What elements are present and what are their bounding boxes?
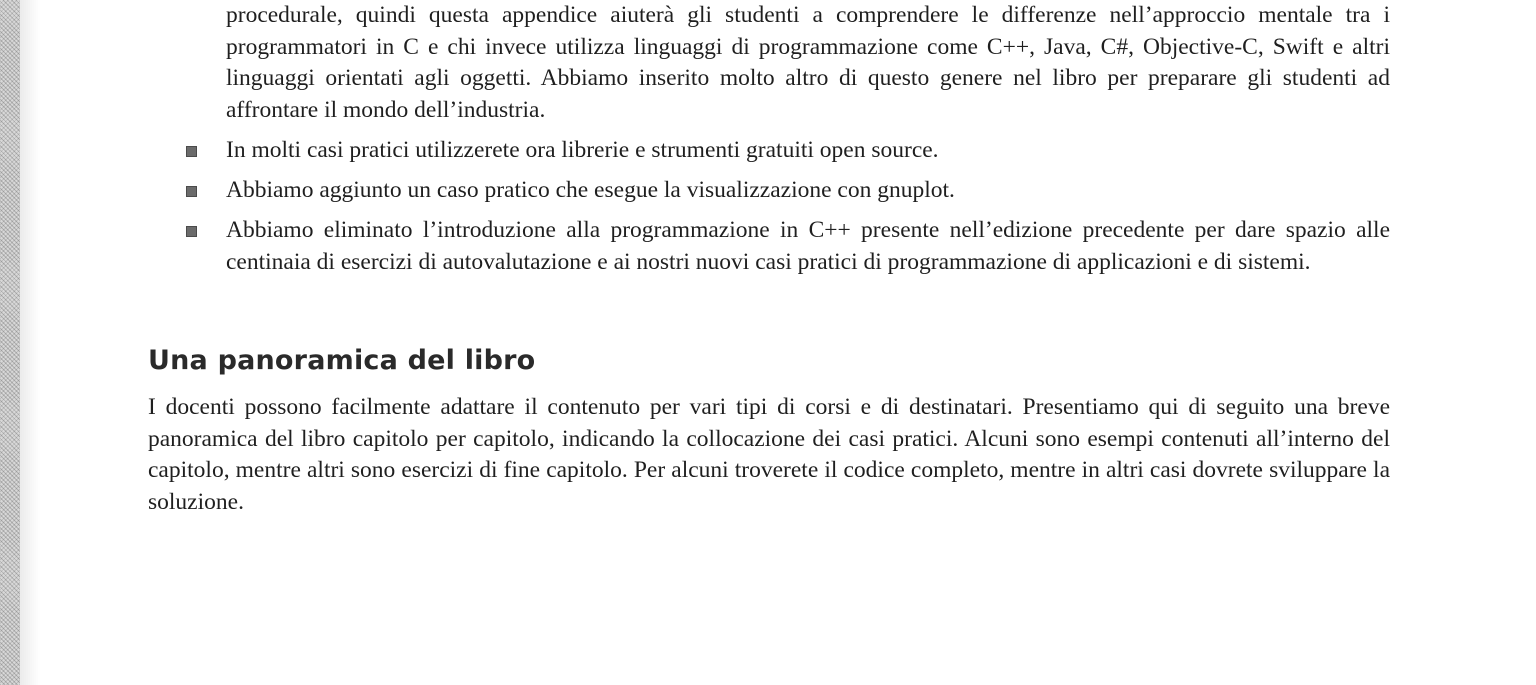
list-item-text: Abbiamo eliminato l’introduzione alla programmazione in C++ presente nell’edizione precedente per dare spazio alle centinaia di esercizi di autovalutazione e ai nostri nuovi casi pratici di programmazione di applicazioni e di sistemi. [226, 217, 1390, 275]
list-item-text: Abbiamo aggiunto un caso pratico che esegue la visualizzazione con gnuplot. [226, 177, 955, 203]
list-item-text: In molti casi pratici utilizzerete ora librerie e strumenti gratuiti open source. [226, 137, 939, 163]
bullet-continuation-paragraph: procedurale, quindi questa appendice aiuterà gli studenti a comprendere le differenze nell’approccio mentale tra i programmatori in C e chi invece utilizza linguaggi di programmazione come C++, Java, C#, Objective-C, Swift e altri linguaggi orientati agli oggetti. Abbiamo inserito molto altro di questo genere nel libro per preparare gli studenti ad affrontare il mondo dell’industria. [226, 2, 1390, 123]
section-heading: Una panoramica del libro [148, 345, 536, 376]
square-bullet-icon [186, 226, 197, 237]
scanned-page-edge [0, 0, 20, 685]
section-body-paragraph: I docenti possono facilmente adattare il contenuto per vari tipi di corsi e di destinatari. Presentiamo qui di seguito una breve panoramica del libro capitolo per capitolo, indicando la collocazione dei casi pratici. Alcuni sono esempi contenuti all’interno del capitolo, mentre altri sono esercizi di fine capitolo. Per alcuni troverete il codice completo, mentre in altri casi dovrete sviluppare la soluzione. [148, 394, 1390, 515]
square-bullet-icon [186, 146, 197, 157]
square-bullet-icon [186, 186, 197, 197]
